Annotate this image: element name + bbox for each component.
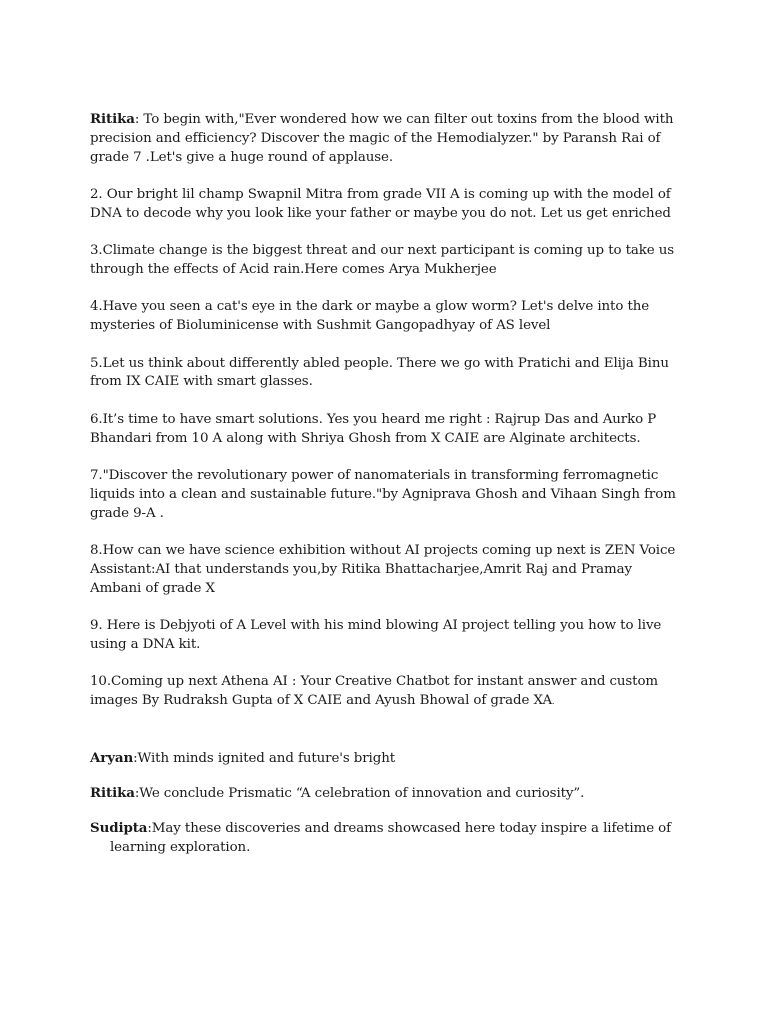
closing-line: [90, 749, 682, 769]
list-item: 5.Let us think about differently abled people. There we go with Pratichi and Elija Binu from IX CAIE with smart glasses.: [90, 355, 669, 390]
closing-line: [90, 784, 682, 804]
speaker-name: Aryan: [90, 750, 134, 767]
list-item: 6.It’s time to have smart solutions. Yes you heard me right : Rajrup Das and Aurko P Bhandari from 10 A along with Shriya Ghosh from X CAIE are Alginate architects.: [90, 411, 657, 446]
closing-text: :With minds ignited and future's bright: [133, 751, 396, 767]
list-item: 9. Here is Debjyoti of A Level with his mind blowing AI project telling you how to live using a DNA kit.: [90, 617, 662, 652]
list-item: 2. Our bright lil champ Swapnil Mitra from grade VII A is coming up with the model of DNA to decode why you look like your father or maybe you do not. Let us get enriched: [90, 186, 671, 221]
intro-text: : To begin with,"Ever wondered how we can filter out toxins from the blood with precision and efficiency? Discover the magic of the Hemodialyzer." by Paransh Rai of grade 7 .Let's give a huge round of applause.: [90, 112, 674, 165]
speaker-name: Ritika: [90, 111, 135, 127]
list-item-text: 10.Coming up next Athena AI : Your Creative Chatbot for instant answer and custom images By Rudraksh Gupta of X CAIE and Ayush Bhowal of grade XA: [90, 674, 659, 708]
list-item: 4.Have you seen a cat's eye in the dark or maybe a glow worm? Let's delve into the mysteries of Bioluminicense with Sushmit Gangopadhyay of AS level: [90, 299, 650, 334]
closing-text: :May these discoveries and dreams showcased here today inspire a lifetime of learning exploration.: [110, 820, 671, 855]
list-item: 8.How can we have science exhibition without AI projects coming up next is ZEN Voice Assistant:AI that understands you,by Ritika Bhattacharjee,Amrit Raj and Pramay Ambani of grade X: [90, 542, 676, 596]
list-item: [90, 673, 682, 712]
trailing-dot: .: [552, 696, 555, 706]
list-item: 7."Discover the revolutionary power of nanomaterials in transforming ferromagnetic liquids into a clean and sustainable future."by Agniprava Ghosh and Vihaan Singh from grade 9-A .: [90, 467, 676, 521]
list-item: 3.Climate change is the biggest threat and our next participant is coming up to take us through the effects of Acid rain.Here comes Arya Mukherjee: [90, 243, 675, 277]
intro-paragraph: [90, 110, 682, 167]
speaker-name: Sudipta: [90, 819, 148, 836]
section-spacer: [90, 730, 682, 749]
closing-text: :We conclude Prismatic “A celebration of innovation and curiosity”.: [134, 786, 585, 802]
closing-line: [90, 819, 682, 858]
speaker-name: Ritika: [90, 785, 135, 802]
document-body: [90, 110, 682, 872]
